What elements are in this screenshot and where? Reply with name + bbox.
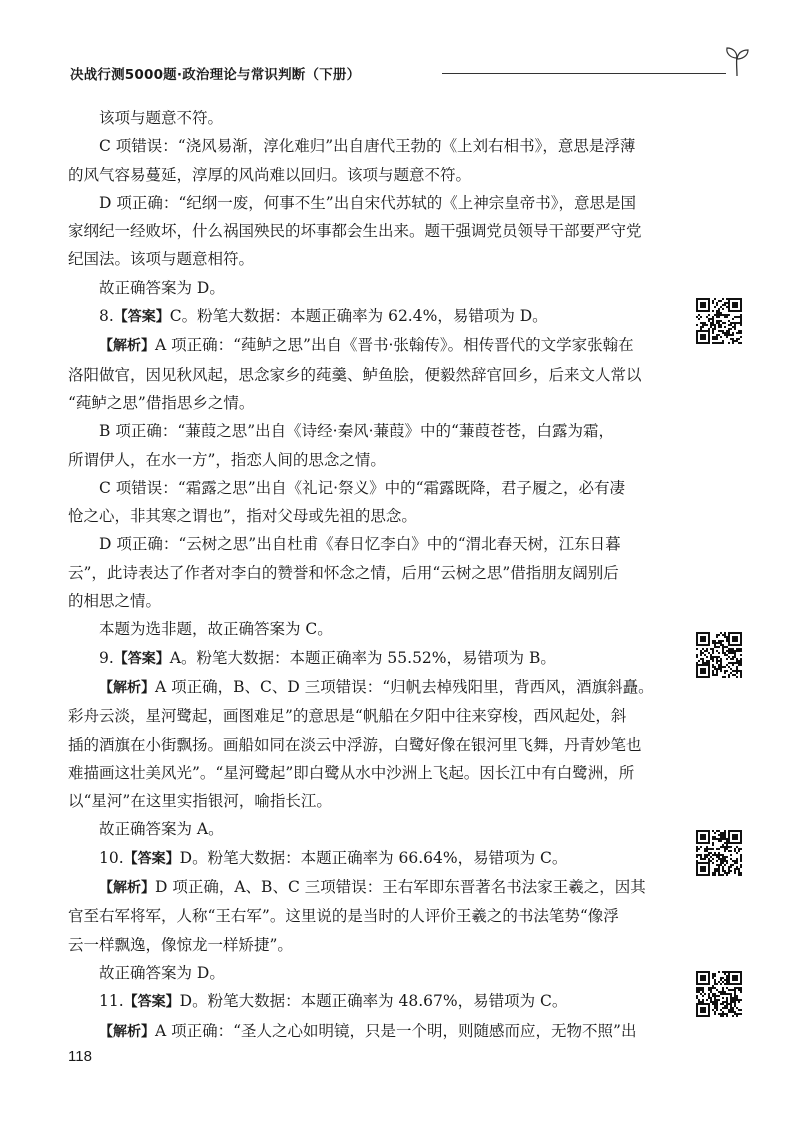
answer-tag: 【答案】 — [113, 650, 170, 667]
line-text: D。粉笔大数据：本题正确率为 66.64%，易错项为 C。 — [179, 848, 568, 867]
line-text: 的相思之情。 — [68, 592, 162, 611]
header-rule — [442, 73, 726, 74]
text-line — [68, 987, 666, 1016]
page-number: 118 — [68, 1048, 92, 1065]
analysis-tag: 【解析】 — [99, 679, 155, 696]
line-text: 故正确答案为 D。 — [99, 963, 225, 982]
text-line — [68, 787, 666, 815]
question-number: 10. — [99, 848, 124, 867]
line-text: 官至右军将军，人称“王右军”。这里说的是当时的人评价王羲之的书法笔势“像浮 — [68, 907, 619, 926]
line-text: A 项正确：“莼鲈之思”出自《晋书·张翰传》。相传晋代的文学家张翰在 — [155, 336, 634, 355]
qr-code-icon[interactable] — [695, 829, 743, 877]
analysis-tag: 【解析】 — [99, 880, 155, 897]
line-text: A。粉笔大数据：本题正确率为 55.52%，易错项为 B。 — [169, 648, 556, 667]
line-text: D。粉笔大数据：本题正确率为 48.67%，易错项为 C。 — [179, 992, 568, 1011]
sprout-icon — [724, 46, 750, 76]
text-line — [68, 302, 666, 331]
text-line — [68, 702, 666, 730]
text-line — [68, 644, 666, 673]
question-number: 9. — [99, 648, 114, 667]
line-text: 彩舟云淡，星河鹭起，画图难足”的意思是“帆船在夕阳中往来穿梭，西风起处，斜 — [68, 707, 627, 726]
line-text: 该项与题意不符。 — [99, 109, 224, 127]
answer-tag: 【答案】 — [123, 850, 180, 867]
line-text: 故正确答案为 A。 — [99, 820, 224, 839]
text-line — [68, 673, 666, 702]
line-text: 难描画这壮美风光”。“星河鹭起”即白鹭从水中沙洲上飞起。因长江中有白鹭洲，所 — [68, 763, 635, 782]
line-text: 家纲纪一经败坏，什么祸国殃民的坏事都会生出来。题干强调党员领导干部要严守党 — [68, 222, 642, 241]
text-line — [68, 474, 666, 502]
question-number: 8. — [99, 307, 114, 326]
line-text: 所谓伊人，在水一方”，指恋人间的思念之情。 — [68, 450, 386, 469]
text-line — [68, 389, 666, 417]
line-text: 故正确答案为 D。 — [99, 278, 225, 297]
text-line — [68, 502, 666, 530]
text-line — [68, 417, 666, 445]
text-line — [68, 161, 666, 189]
text-line — [68, 873, 666, 902]
text-line — [68, 245, 666, 273]
line-text: 洛阳做官，因见秋风起，思念家乡的莼羹、鲈鱼脍，便毅然辞官回乡，后来文人常以 — [68, 365, 642, 384]
line-text: D 项正确：“云树之思”出自杜甫《春日忆李白》中的“渭北春天树，江东日暮 — [99, 535, 621, 554]
line-text: D 项正确：“纪纲一废，何事不生”出自宋代苏轼的《上神宗皇帝书》，意思是国 — [99, 193, 636, 212]
line-text: 怆之心，非其寒之谓也”，指对父母或先祖的思念。 — [68, 507, 417, 526]
line-text: 以“星河”在这里实指银河，喻指长江。 — [68, 792, 332, 811]
text-line — [68, 731, 666, 759]
qr-code-icon[interactable] — [695, 631, 743, 679]
analysis-tag: 【解析】 — [99, 338, 155, 355]
qr-code-icon[interactable] — [695, 297, 743, 345]
text-line — [68, 361, 666, 389]
line-text: A 项正确，B、C、D 三项错误：“归帆去棹残阳里，背西风，酒旗斜矗。 — [155, 677, 654, 696]
analysis-tag: 【解析】 — [99, 1023, 155, 1040]
answer-tag: 【答案】 — [123, 994, 180, 1011]
text-line — [68, 331, 666, 360]
running-header — [70, 60, 750, 86]
line-text: 本题为选非题，故正确答案为 C。 — [99, 620, 333, 639]
text-line — [68, 104, 666, 132]
text-line — [68, 217, 666, 245]
text-line — [68, 615, 666, 643]
line-text: C。粉笔大数据：本题正确率为 62.4%，易错项为 D。 — [169, 307, 548, 326]
line-text: C 项错误：“浇风易渐，淳化难归”出自唐代王勃的《上刘右相书》，意思是浮薄 — [99, 137, 636, 156]
line-text: 插的酒旗在小街飘扬。画船如同在淡云中浮游，白鹭好像在银河里飞舞，丹青妙笔也 — [68, 735, 642, 754]
text-line — [68, 959, 666, 987]
line-text: 云一样飘逸，像惊龙一样矫捷”。 — [68, 935, 293, 954]
text-line — [68, 759, 666, 787]
text-line — [68, 446, 666, 474]
line-text: D 项正确，A、B、C 三项错误：王右军即东晋著名书法家王羲之，因其 — [155, 878, 646, 897]
line-text: A 项正确：“圣人之心如明镜，只是一个明，则随感而应，无物不照”出 — [155, 1021, 637, 1040]
text-line — [68, 844, 666, 873]
text-line — [68, 132, 666, 160]
text-line — [68, 931, 666, 959]
qr-code-icon[interactable] — [695, 970, 743, 1018]
book-title: 决战行测5000题·政治理论与常识判断（下册） — [70, 67, 361, 83]
question-number: 11. — [99, 992, 124, 1011]
text-line — [68, 274, 666, 302]
text-line — [68, 902, 666, 930]
text-line — [68, 815, 666, 843]
line-text: 纪国法。该项与题意相符。 — [68, 250, 255, 269]
line-text: “莼鲈之思”借指思乡之情。 — [68, 393, 255, 412]
line-text: C 项错误：“霜露之思”出自《礼记·祭义》中的“霜露既降，君子履之，必有凄 — [99, 478, 625, 497]
answer-explanation-body — [68, 104, 666, 1046]
answer-tag: 【答案】 — [113, 309, 170, 326]
text-line — [68, 587, 666, 615]
text-line — [68, 530, 666, 558]
line-text: 的风气容易蔓延，淳厚的风尚难以回归。该项与题意不符。 — [68, 165, 472, 184]
text-line — [68, 1017, 666, 1046]
line-text: 云”，此诗表达了作者对李白的赞誉和怀念之情，后用“云树之思”借指朋友阔别后 — [68, 563, 619, 582]
line-text: B 项正确：“蒹葭之思”出自《诗经·秦风·蒹葭》中的“蒹葭苍苍，白露为霜， — [99, 422, 614, 441]
text-line — [68, 189, 666, 217]
text-line — [68, 559, 666, 587]
